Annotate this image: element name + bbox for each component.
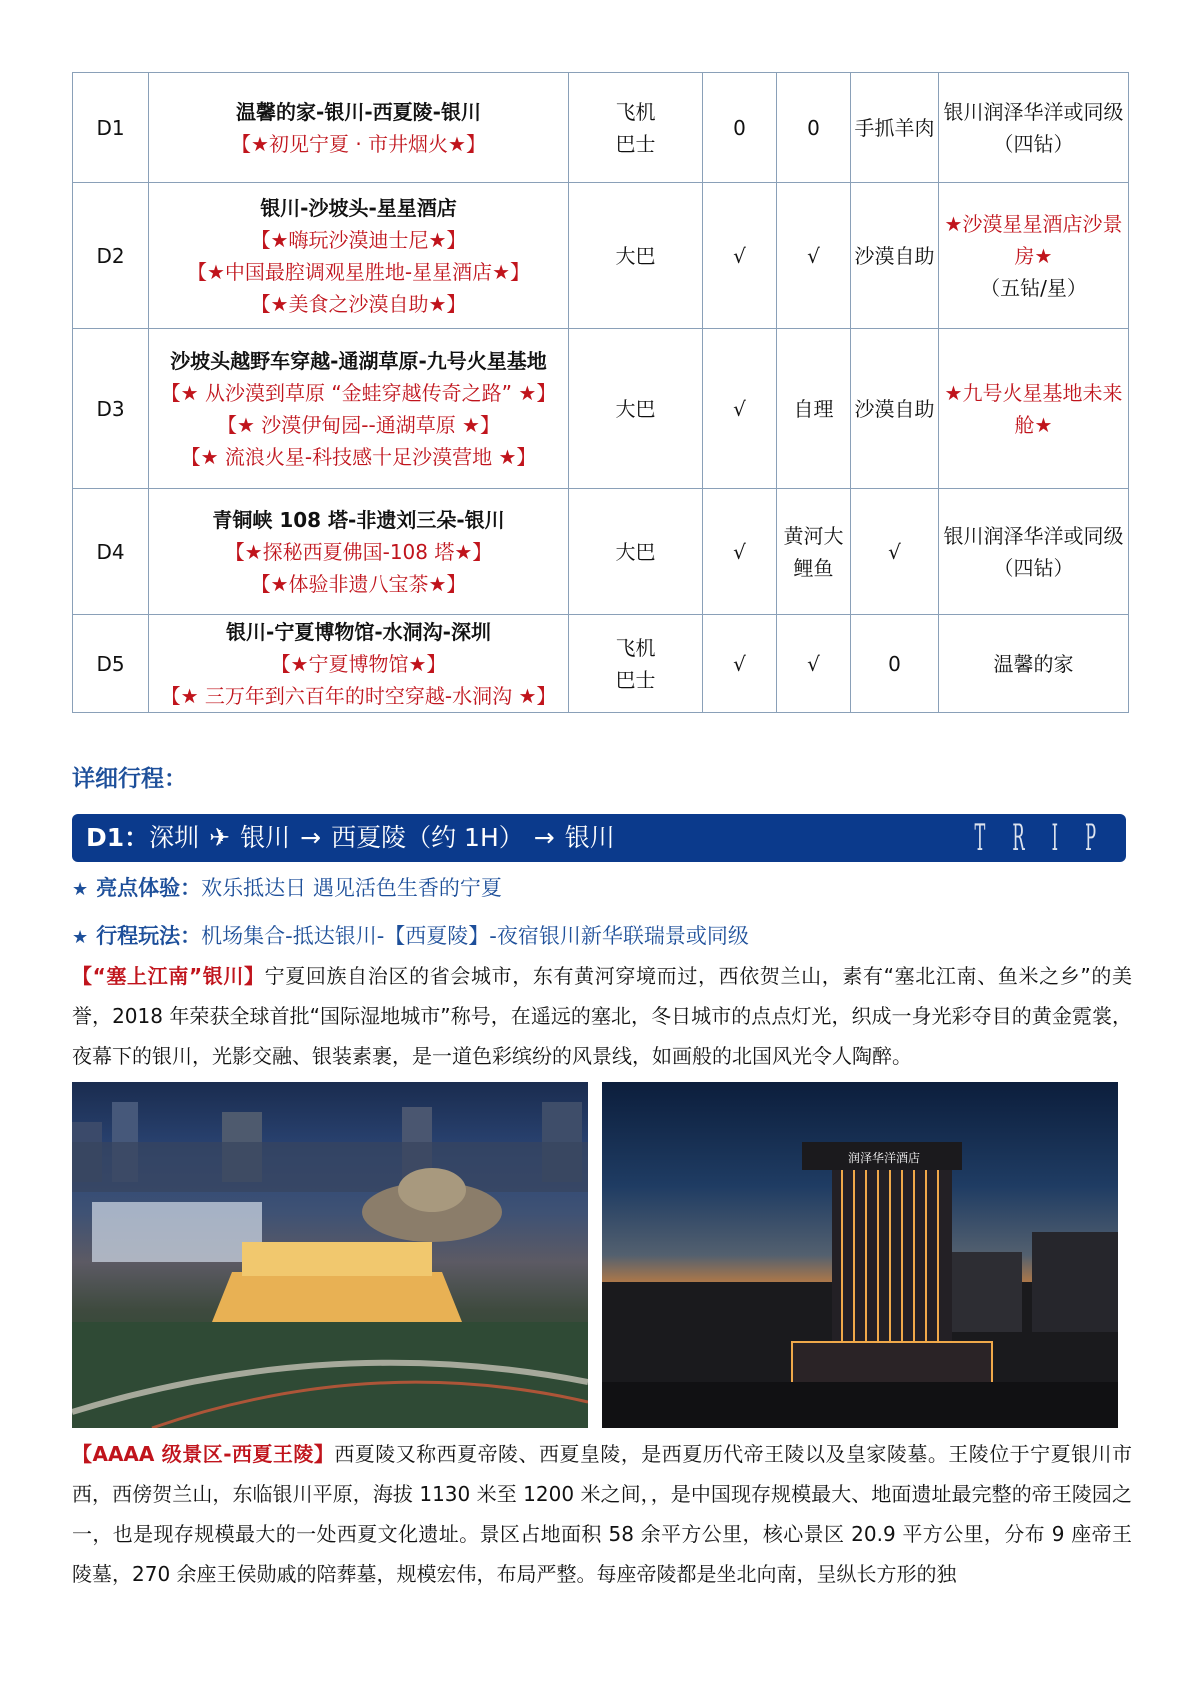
intro-paragraph bbox=[72, 956, 1132, 1076]
breakfast-cell: √ bbox=[703, 329, 777, 489]
route-cell bbox=[149, 183, 569, 329]
stop-arrival: 银川 bbox=[240, 823, 291, 852]
table-row bbox=[73, 615, 1129, 713]
hotel-name: ★沙漠星星酒店沙景房★ bbox=[944, 211, 1123, 268]
hotel-name: 银川润泽华洋或同级（四钻） bbox=[943, 99, 1124, 156]
table-row bbox=[73, 73, 1129, 183]
breakfast-cell: √ bbox=[703, 183, 777, 329]
hotel-name: ★九号火星基地未来舱★ bbox=[944, 380, 1123, 437]
breakfast-cell: √ bbox=[703, 489, 777, 615]
arrow-right-icon: → bbox=[300, 823, 322, 852]
museum-night-photo bbox=[72, 1082, 588, 1428]
day-label: D1： bbox=[86, 823, 150, 852]
route-highlight: 【★体验非遗八宝茶★】 bbox=[250, 571, 467, 596]
stop-attraction: 西夏陵（约 1H） bbox=[331, 823, 524, 852]
highlight-label: 亮点体验： bbox=[96, 876, 202, 900]
trip-letter: R bbox=[1012, 817, 1025, 859]
route-highlight: 【★中国最腔调观星胜地-星星酒店★】 bbox=[186, 259, 531, 284]
itinerary-table bbox=[72, 72, 1129, 713]
transport-cell bbox=[569, 183, 703, 329]
route-cell bbox=[149, 615, 569, 713]
route-title: 温馨的家-银川-西夏陵-银川 bbox=[236, 99, 481, 124]
hotel-night-photo bbox=[602, 1082, 1118, 1428]
route-title: 银川-宁夏博物馆-水洞沟-深圳 bbox=[226, 619, 491, 644]
table-row bbox=[73, 329, 1129, 489]
highlight-text: 欢乐抵达日 遇见活色生香的宁夏 bbox=[201, 876, 502, 900]
star-icon: ★ bbox=[72, 879, 89, 900]
lunch-cell: √ bbox=[777, 615, 851, 713]
transport-mode: 大巴 bbox=[615, 396, 656, 421]
table-row bbox=[73, 183, 1129, 329]
transport-cell bbox=[569, 329, 703, 489]
transport-mode: 巴士 bbox=[615, 667, 656, 692]
route-cell bbox=[149, 329, 569, 489]
arrow-right-icon: → bbox=[533, 823, 555, 852]
route-highlight: 【★初见宁夏 · 市井烟火★】 bbox=[231, 131, 486, 156]
hotel-night-illustration bbox=[602, 1082, 1118, 1428]
route-cell bbox=[149, 489, 569, 615]
tomb-text: 西夏陵又称西夏帝陵、西夏皇陵，是西夏历代帝王陵以及皇家陵墓。王陵位于宁夏银川市西，西傍贺兰山，东临银川平原，海拔 1130 米至 1200 米之间，，是中国现存规模最大、地面遗址最完整的帝王陵园之一，也是现存规模最大的一处西夏文化遗址。景区占地面积 58 余平方公里，核心景区 20.9 平方公里，分布 9 座帝王陵墓，270 余座王侯勋戚的陪葬墓，规模宏伟，布局严整。每座帝陵都是坐北向南，呈纵长方形的独 bbox=[72, 1442, 1133, 1586]
intro-highlight: 【“塞上江南”银川】 bbox=[72, 964, 265, 988]
hotel-cell bbox=[939, 489, 1129, 615]
trip-letter: P bbox=[1085, 817, 1096, 859]
star-icon: ★ bbox=[72, 927, 89, 948]
transport-mode: 大巴 bbox=[615, 243, 656, 268]
hotel-cell bbox=[939, 329, 1129, 489]
hotel-sign: 润泽华洋酒店 bbox=[847, 1151, 921, 1165]
day-cell: D4 bbox=[73, 489, 149, 615]
lunch-cell: 黄河大鲤鱼 bbox=[777, 489, 851, 615]
highlight-line bbox=[72, 872, 502, 902]
hotel-cell bbox=[939, 615, 1129, 713]
dinner-cell: √ bbox=[851, 489, 939, 615]
transport-mode: 巴士 bbox=[615, 131, 656, 156]
hotel-cell bbox=[939, 73, 1129, 183]
day-cell: D1 bbox=[73, 73, 149, 183]
day-banner bbox=[72, 814, 1126, 862]
tomb-paragraph bbox=[72, 1434, 1132, 1594]
breakfast-cell: 0 bbox=[703, 73, 777, 183]
stop-origin: 深圳 bbox=[149, 823, 200, 852]
route-highlight: 【★ 沙漠伊甸园--通湖草原 ★】 bbox=[216, 412, 500, 437]
route-title: 沙坡头越野车穿越-通湖草原-九号火星基地 bbox=[170, 348, 547, 373]
day-cell: D3 bbox=[73, 329, 149, 489]
day-title bbox=[86, 814, 615, 862]
route-highlight: 【★ 从沙漠到草原 “金蛙穿越传奇之路” ★】 bbox=[160, 380, 557, 405]
transport-mode: 飞机 bbox=[615, 635, 656, 660]
tomb-highlight: 【AAAA 级景区-西夏王陵】 bbox=[72, 1442, 335, 1466]
dinner-cell: 沙漠自助 bbox=[851, 183, 939, 329]
hotel-name: 银川润泽华洋或同级（四钻） bbox=[943, 523, 1124, 580]
stop-return: 银川 bbox=[564, 823, 615, 852]
play-label: 行程玩法： bbox=[96, 924, 202, 948]
breakfast-cell: √ bbox=[703, 615, 777, 713]
museum-night-illustration bbox=[72, 1082, 588, 1428]
plane-icon: ✈ bbox=[209, 823, 231, 852]
play-text: 机场集合-抵达银川-【西夏陵】-夜宿银川新华联瑞景或同级 bbox=[201, 924, 749, 948]
route-highlight: 【★ 流浪火星-科技感十足沙漠营地 ★】 bbox=[180, 444, 537, 469]
route-title: 银川-沙坡头-星星酒店 bbox=[260, 195, 457, 220]
dinner-cell: 沙漠自助 bbox=[851, 329, 939, 489]
lunch-cell: √ bbox=[777, 183, 851, 329]
lunch-cell: 0 bbox=[777, 73, 851, 183]
hotel-name: 温馨的家 bbox=[993, 651, 1074, 676]
trip-watermark bbox=[975, 818, 1097, 858]
play-line bbox=[72, 920, 749, 950]
transport-cell bbox=[569, 615, 703, 713]
transport-mode: 大巴 bbox=[615, 539, 656, 564]
lunch-cell: 自理 bbox=[777, 329, 851, 489]
route-highlight: 【★美食之沙漠自助★】 bbox=[250, 291, 467, 316]
route-cell bbox=[149, 73, 569, 183]
trip-letter: T bbox=[974, 817, 986, 859]
trip-letter: I bbox=[1051, 817, 1059, 859]
route-highlight: 【★ 三万年到六百年的时空穿越-水洞沟 ★】 bbox=[160, 683, 557, 708]
intro-text: 宁夏回族自治区的省会城市，东有黄河穿境而过，西依贺兰山，素有“塞北江南、鱼米之乡”的美誉，2018 年荣获全球首批“国际湿地城市”称号，在遥远的塞北，冬日城市的点点灯光，织成一身光彩夺目的黄金霓裳，夜幕下的银川，光影交融、银装素裹，是一道色彩缤纷的风景线，如画般的北国风光令人陶醉。 bbox=[72, 964, 1132, 1068]
route-highlight: 【★宁夏博物馆★】 bbox=[270, 651, 447, 676]
section-title: 详细行程： bbox=[72, 766, 187, 792]
hotel-note: （五钻/星） bbox=[980, 275, 1087, 300]
route-title: 青铜峡 108 塔-非遗刘三朵-银川 bbox=[212, 507, 505, 532]
day-cell: D2 bbox=[73, 183, 149, 329]
transport-cell bbox=[569, 489, 703, 615]
dinner-cell: 0 bbox=[851, 615, 939, 713]
route-highlight: 【★嗨玩沙漠迪士尼★】 bbox=[250, 227, 467, 252]
hotel-cell bbox=[939, 183, 1129, 329]
transport-cell bbox=[569, 73, 703, 183]
day-cell: D5 bbox=[73, 615, 149, 713]
route-highlight: 【★探秘西夏佛国-108 塔★】 bbox=[224, 539, 493, 564]
table-row bbox=[73, 489, 1129, 615]
transport-mode: 飞机 bbox=[615, 99, 656, 124]
dinner-cell: 手抓羊肉 bbox=[851, 73, 939, 183]
